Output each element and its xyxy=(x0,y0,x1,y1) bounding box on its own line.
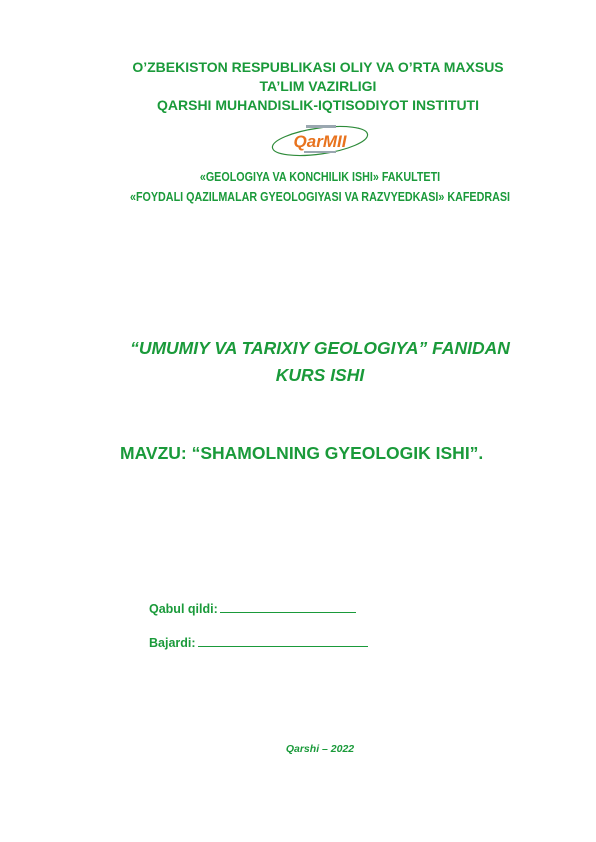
done-by-label: Bajardi: xyxy=(149,636,196,650)
institute-name: QARSHI MUHANDISLIK-IQTISODIYOT INSTITUTI xyxy=(157,97,479,113)
ministry-line-1: O’ZBEKISTON RESPUBLIKASI OLIY VA O’RTA MAXSUS xyxy=(132,59,504,75)
logo-text: QarMII xyxy=(293,132,347,151)
faculty-block xyxy=(64,167,577,207)
department-name: «FOYDALI QAZILMALAR GYEOLOGIYASI VA RAZVYEDKASI» KAFEDRASI xyxy=(129,190,511,204)
ministry-header xyxy=(20,58,596,115)
done-by-row xyxy=(149,634,368,650)
accepted-by-blank-line xyxy=(220,600,356,613)
footer-city-year: Qarshi – 2022 xyxy=(285,743,355,755)
topic-title: MAVZU: “SHAMOLNING GYEOLOGIK ISHI”. xyxy=(120,443,484,463)
course-title xyxy=(22,335,596,389)
faculty-name: «GEOLOGIYA VA KONCHILIK ISHI» FAKULTETI xyxy=(199,170,441,184)
ministry-line-2: TA’LIM VAZIRLIGI xyxy=(259,78,377,94)
accepted-by-row xyxy=(149,600,356,616)
accepted-by-label: Qabul qildi: xyxy=(149,602,218,616)
course-title-line-1: “UMUMIY VA TARIXIY GEOLOGIYA” FANIDAN xyxy=(130,338,510,358)
course-title-line-2: KURS ISHI xyxy=(275,365,365,385)
done-by-blank-line xyxy=(198,634,368,647)
qarmii-logo-icon xyxy=(268,122,372,158)
